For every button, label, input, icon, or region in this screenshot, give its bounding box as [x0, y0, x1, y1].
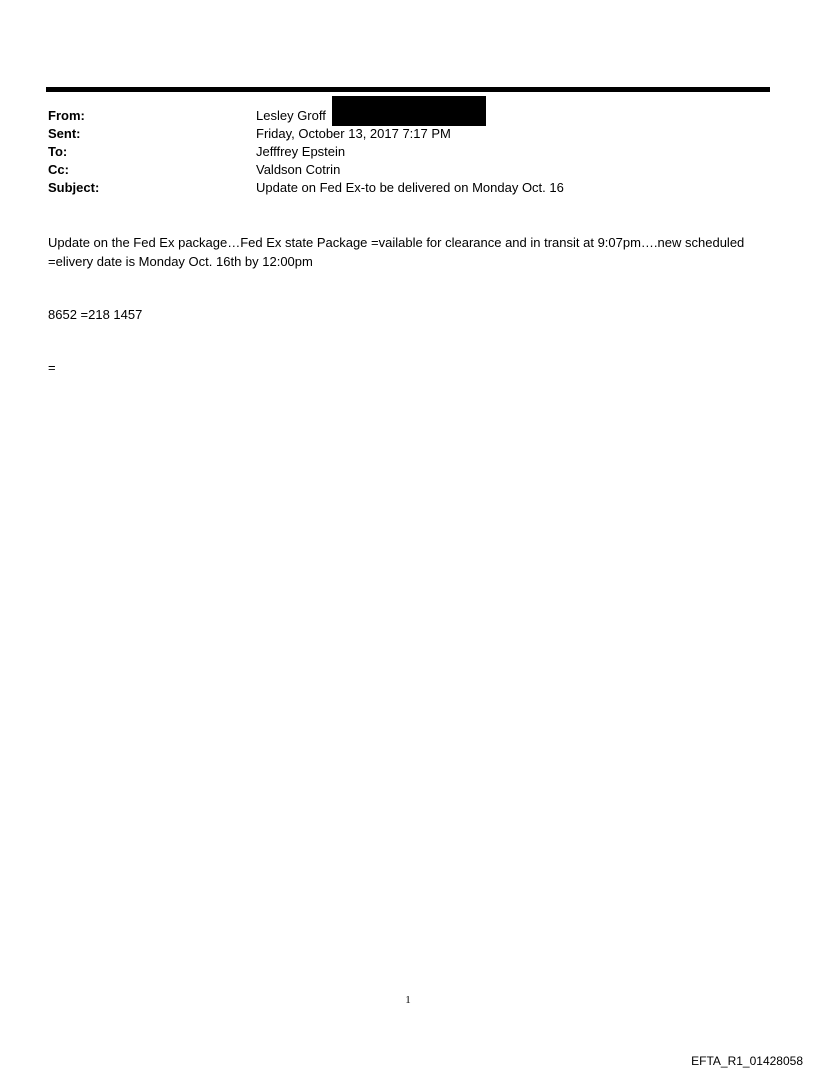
email-header — [48, 107, 768, 197]
body-line-2: =elivery date is Monday Oct. 16th by 12:00pm — [48, 254, 313, 269]
to-label: To: — [48, 144, 68, 159]
bates-number: EFTA_R1_01428058 — [691, 1054, 803, 1068]
subject-value: Update on Fed Ex-to be delivered on Monday Oct. 16 — [256, 180, 564, 195]
from-label: From: — [48, 108, 85, 123]
page-number: 1 — [405, 994, 411, 1006]
cc-label: Cc: — [48, 162, 69, 177]
header-divider — [46, 87, 770, 92]
email-body — [48, 233, 768, 271]
tracking-number: 8652 =218 1457 — [48, 307, 143, 322]
body-line-1: Update on the Fed Ex package…Fed Ex state Package =vailable for clearance and in transit at 9:07pm….new scheduled — [48, 235, 745, 250]
from-name: Lesley Groff — [256, 108, 326, 123]
sent-label: Sent: — [48, 126, 81, 141]
from-value — [256, 107, 486, 126]
cc-value: Valdson Cotrin — [256, 162, 341, 177]
subject-row — [48, 179, 768, 197]
cc-row — [48, 161, 768, 179]
redaction-box — [332, 96, 486, 126]
sent-value: Friday, October 13, 2017 7:17 PM — [256, 126, 451, 141]
sent-row — [48, 125, 768, 143]
equals-sign: = — [48, 360, 56, 375]
to-row — [48, 143, 768, 161]
from-row — [48, 107, 768, 125]
subject-label: Subject: — [48, 180, 100, 195]
to-value: Jefffrey Epstein — [256, 144, 346, 159]
